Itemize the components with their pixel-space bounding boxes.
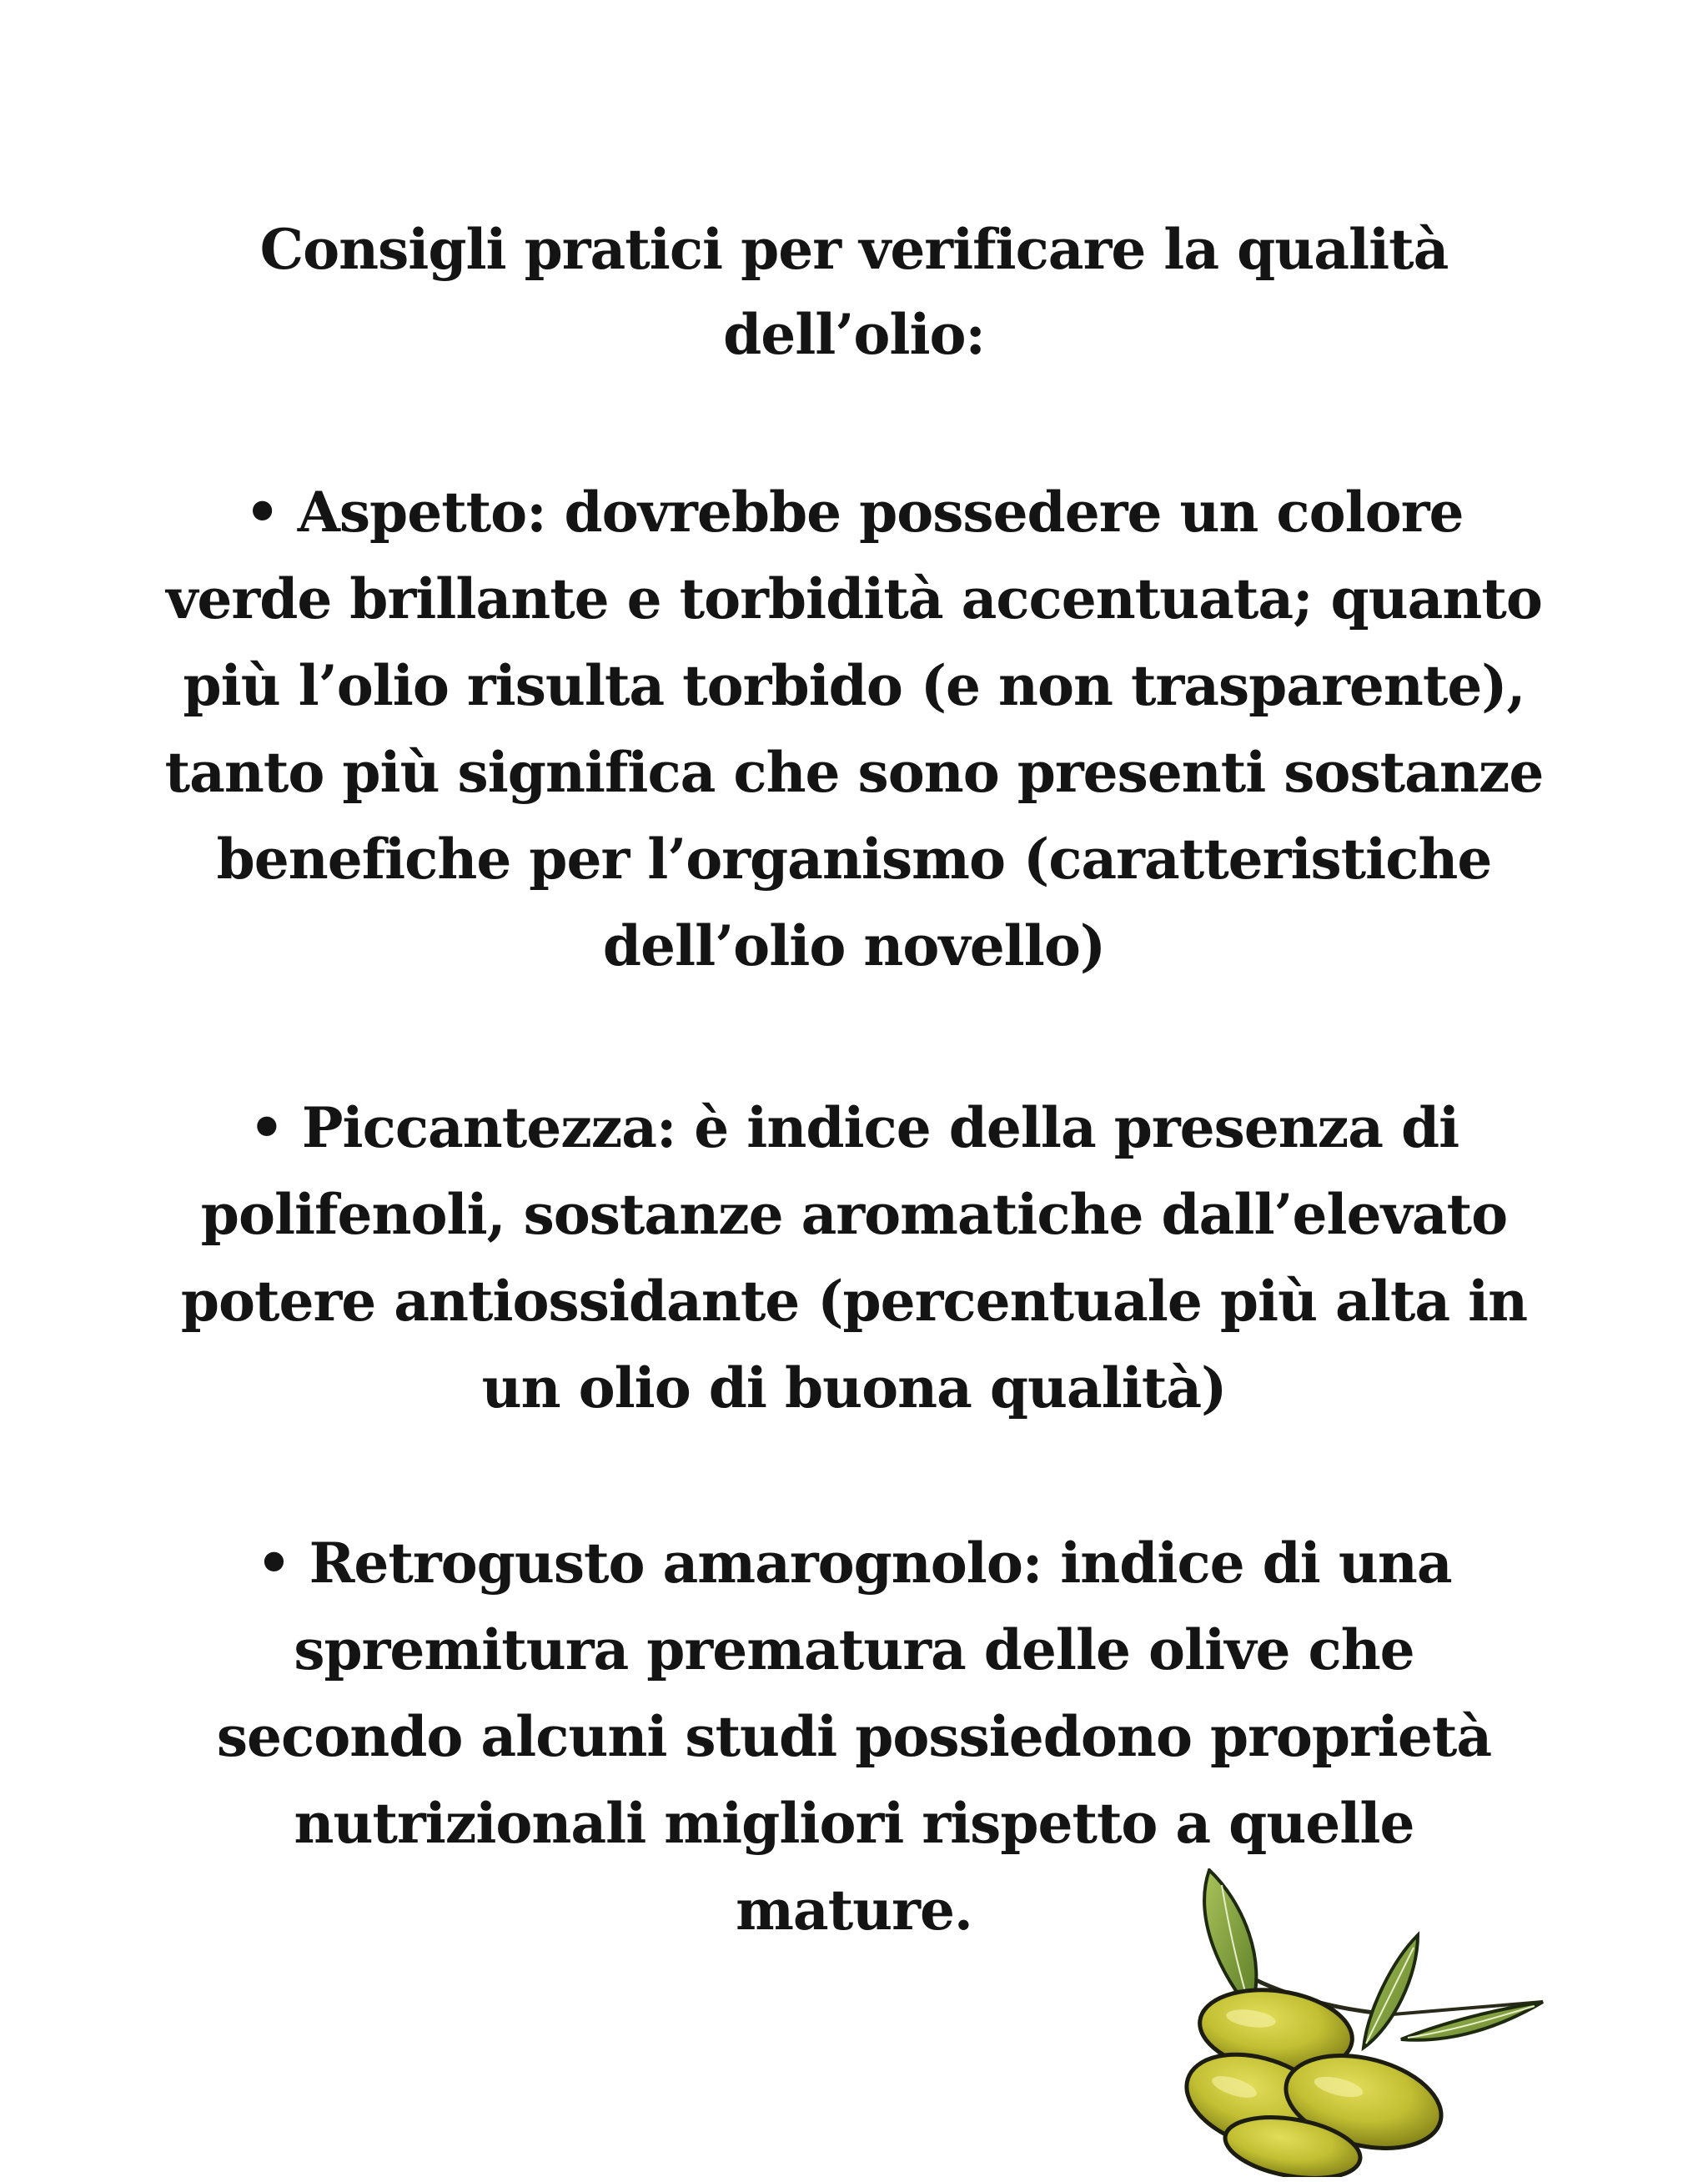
tip-line: mature. xyxy=(736,1878,972,1943)
tip-line: dell’olio novello) xyxy=(602,913,1106,978)
tip-line: verde brillante e torbidità accentuata; quanto xyxy=(166,566,1542,631)
tip-aspetto xyxy=(145,469,1563,989)
tip-line: nutrizionali migliori rispetto a quelle xyxy=(294,1791,1414,1856)
tip-line: • Piccantezza: è indice della presenza di xyxy=(249,1095,1459,1160)
tip-piccantezza xyxy=(145,1084,1563,1431)
tip-line: • Aspetto: dovrebbe possedere un colore xyxy=(244,480,1464,545)
olive-branch-icon xyxy=(1143,1868,1560,2177)
tip-line: potere antiossidante (percentuale più alta in xyxy=(180,1269,1528,1334)
tip-line: secondo alcuni studi possiedono proprietà xyxy=(216,1704,1492,1769)
tip-line: polifenoli, sostanze aromatiche dall’elevato xyxy=(200,1182,1508,1247)
tip-line: un olio di buona qualità) xyxy=(481,1355,1227,1420)
tip-line: spremitura prematura delle olive che xyxy=(294,1617,1414,1682)
title-line: dell’olio: xyxy=(723,302,985,367)
title-line: Consigli pratici per verificare la qualità xyxy=(259,217,1449,282)
tip-line: tanto più significa che sono presenti sostanze xyxy=(164,740,1544,805)
tip-line: più l’olio risulta torbido (e non trasparente), xyxy=(183,653,1525,718)
tip-line: benefiche per l’organismo (caratteristiche xyxy=(216,827,1492,892)
tip-line: • Retrogusto amarognolo: indice di una xyxy=(256,1531,1452,1596)
page-title xyxy=(145,207,1563,377)
